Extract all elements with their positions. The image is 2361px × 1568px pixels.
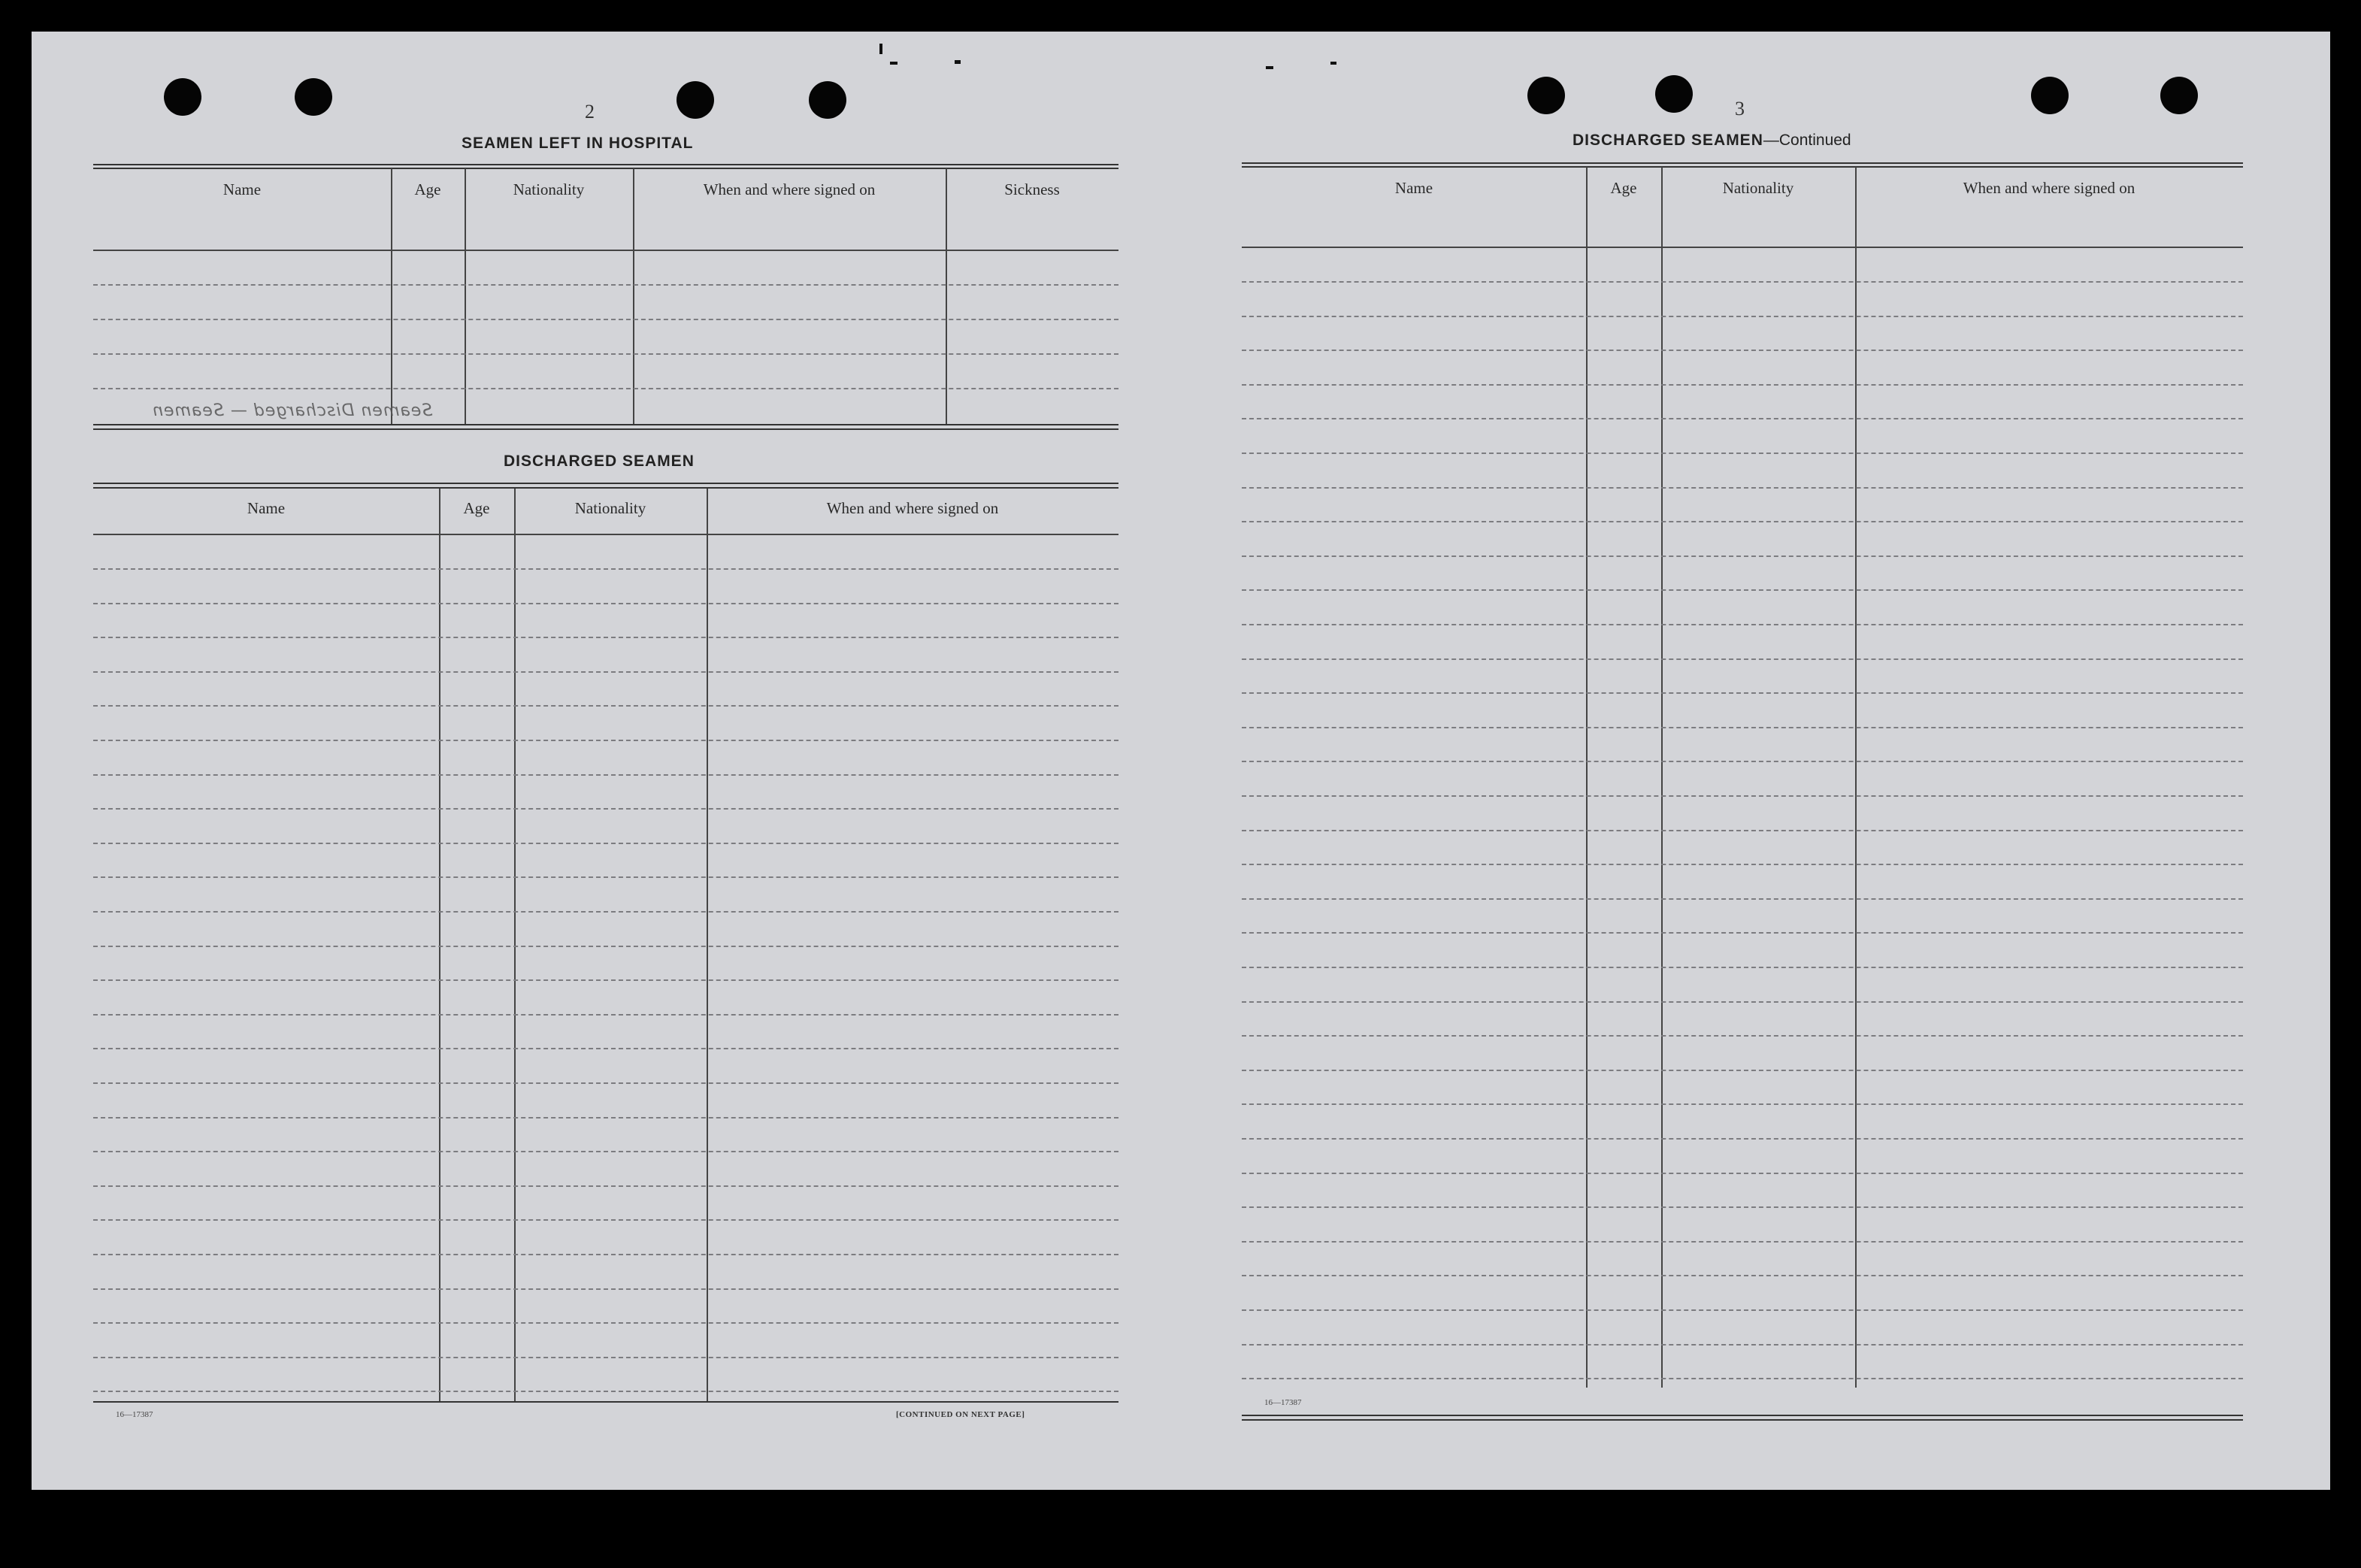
punch-hole	[677, 81, 714, 119]
discharged-col-nationality: Nationality	[574, 499, 646, 517]
table-row	[93, 1288, 1118, 1290]
table-row	[93, 876, 1118, 878]
hospital-section-title-text: SEAMEN LEFT IN HOSPITAL	[462, 135, 694, 152]
discharged-table-right	[1242, 162, 2243, 1433]
table-row	[93, 946, 1118, 947]
table-row	[1242, 589, 2243, 591]
ink-speck	[890, 62, 897, 65]
table-row	[1242, 487, 2243, 489]
table-row	[93, 568, 1118, 570]
table-row	[93, 740, 1118, 741]
table-row	[1242, 932, 2243, 934]
discharged-section-title	[504, 453, 695, 471]
document-sheet	[32, 32, 2330, 1490]
table-row	[93, 843, 1118, 844]
discharged-col-when-where: When and where signed on	[826, 499, 999, 517]
table-row	[1242, 1275, 2243, 1276]
punch-hole	[809, 81, 846, 119]
hospital-col-age: Age	[414, 180, 441, 198]
table-row	[1242, 1344, 2243, 1346]
bleed-through-text: Seamen Discharged — Seamen	[152, 401, 433, 420]
table-row	[93, 1254, 1118, 1255]
table-row	[1242, 795, 2243, 797]
punch-hole	[2031, 77, 2069, 114]
discharged-table-left	[93, 483, 1118, 1437]
ink-speck	[955, 60, 961, 64]
punch-hole	[164, 78, 201, 116]
table-row	[1242, 281, 2243, 283]
discharged-section-title-text: DISCHARGED SEAMEN	[504, 453, 695, 470]
ink-speck	[1266, 66, 1273, 69]
table-row	[93, 1357, 1118, 1358]
table-row	[1242, 864, 2243, 865]
table-row	[1242, 658, 2243, 660]
table-row	[93, 911, 1118, 913]
table-row	[93, 671, 1118, 673]
punch-hole	[1655, 75, 1693, 113]
table-row	[93, 637, 1118, 638]
table-row	[1242, 1309, 2243, 1311]
table-row	[93, 319, 1118, 320]
hospital-col-nationality: Nationality	[513, 180, 585, 198]
table-row	[93, 1082, 1118, 1084]
table-row	[1242, 1138, 2243, 1140]
table-row	[1242, 1103, 2243, 1105]
table-row	[1242, 1070, 2243, 1071]
table-row	[93, 1185, 1118, 1187]
table-row	[1242, 384, 2243, 386]
table-row	[93, 979, 1118, 981]
continued-note: [CONTINUED ON NEXT PAGE]	[896, 1410, 1025, 1419]
table-row	[1242, 727, 2243, 728]
table-row	[1242, 1241, 2243, 1243]
table-row	[93, 705, 1118, 707]
right-discharged-title-suffix: —Continued	[1763, 132, 1851, 149]
table-row	[1242, 692, 2243, 694]
table-row	[93, 353, 1118, 355]
right-form-number: 16—17387	[1264, 1398, 1302, 1407]
table-row	[93, 1391, 1118, 1392]
table-row	[1242, 418, 2243, 419]
punch-hole	[1527, 77, 1565, 114]
table-row	[1242, 1173, 2243, 1174]
table-row	[93, 603, 1118, 604]
table-row	[1242, 967, 2243, 968]
table-row	[93, 1014, 1118, 1016]
table-row	[93, 1151, 1118, 1152]
table-row	[1242, 555, 2243, 557]
right-page-number: 3	[1735, 98, 1745, 120]
table-row	[1242, 1206, 2243, 1208]
table-row	[1242, 350, 2243, 351]
table-row	[93, 774, 1118, 776]
discharged-col-age: Age	[463, 499, 490, 517]
left-page-number: 2	[585, 101, 595, 123]
left-form-number: 16—17387	[116, 1410, 153, 1419]
table-row	[93, 1322, 1118, 1324]
table-row	[93, 284, 1118, 286]
table-row	[1242, 1378, 2243, 1379]
table-row	[1242, 453, 2243, 454]
discharged-col-name: Name	[247, 499, 286, 517]
right-col-when-where: When and where signed on	[1963, 179, 2135, 197]
table-row	[1242, 521, 2243, 522]
punch-hole	[2160, 77, 2198, 114]
table-row	[93, 1117, 1118, 1118]
hospital-col-when-where: When and where signed on	[703, 180, 876, 198]
hospital-table	[93, 164, 1118, 469]
table-row	[93, 808, 1118, 810]
ink-speck	[1330, 62, 1336, 65]
table-row	[1242, 761, 2243, 762]
table-row	[1242, 1001, 2243, 1003]
table-row	[1242, 830, 2243, 831]
table-row	[93, 1048, 1118, 1049]
right-col-nationality: Nationality	[1722, 179, 1794, 197]
right-discharged-title-text: DISCHARGED SEAMEN	[1572, 132, 1763, 149]
right-discharged-section-title	[1572, 132, 1851, 150]
table-row	[1242, 624, 2243, 625]
right-col-name: Name	[1394, 179, 1433, 197]
ink-speck	[879, 44, 882, 54]
table-row	[1242, 898, 2243, 900]
punch-hole	[295, 78, 332, 116]
hospital-col-sickness: Sickness	[1004, 180, 1060, 198]
table-row	[93, 1219, 1118, 1221]
table-row	[1242, 1035, 2243, 1037]
table-row	[93, 388, 1118, 389]
hospital-col-name: Name	[222, 180, 262, 198]
table-row	[1242, 316, 2243, 317]
right-col-age: Age	[1610, 179, 1637, 197]
hospital-section-title	[462, 135, 693, 153]
